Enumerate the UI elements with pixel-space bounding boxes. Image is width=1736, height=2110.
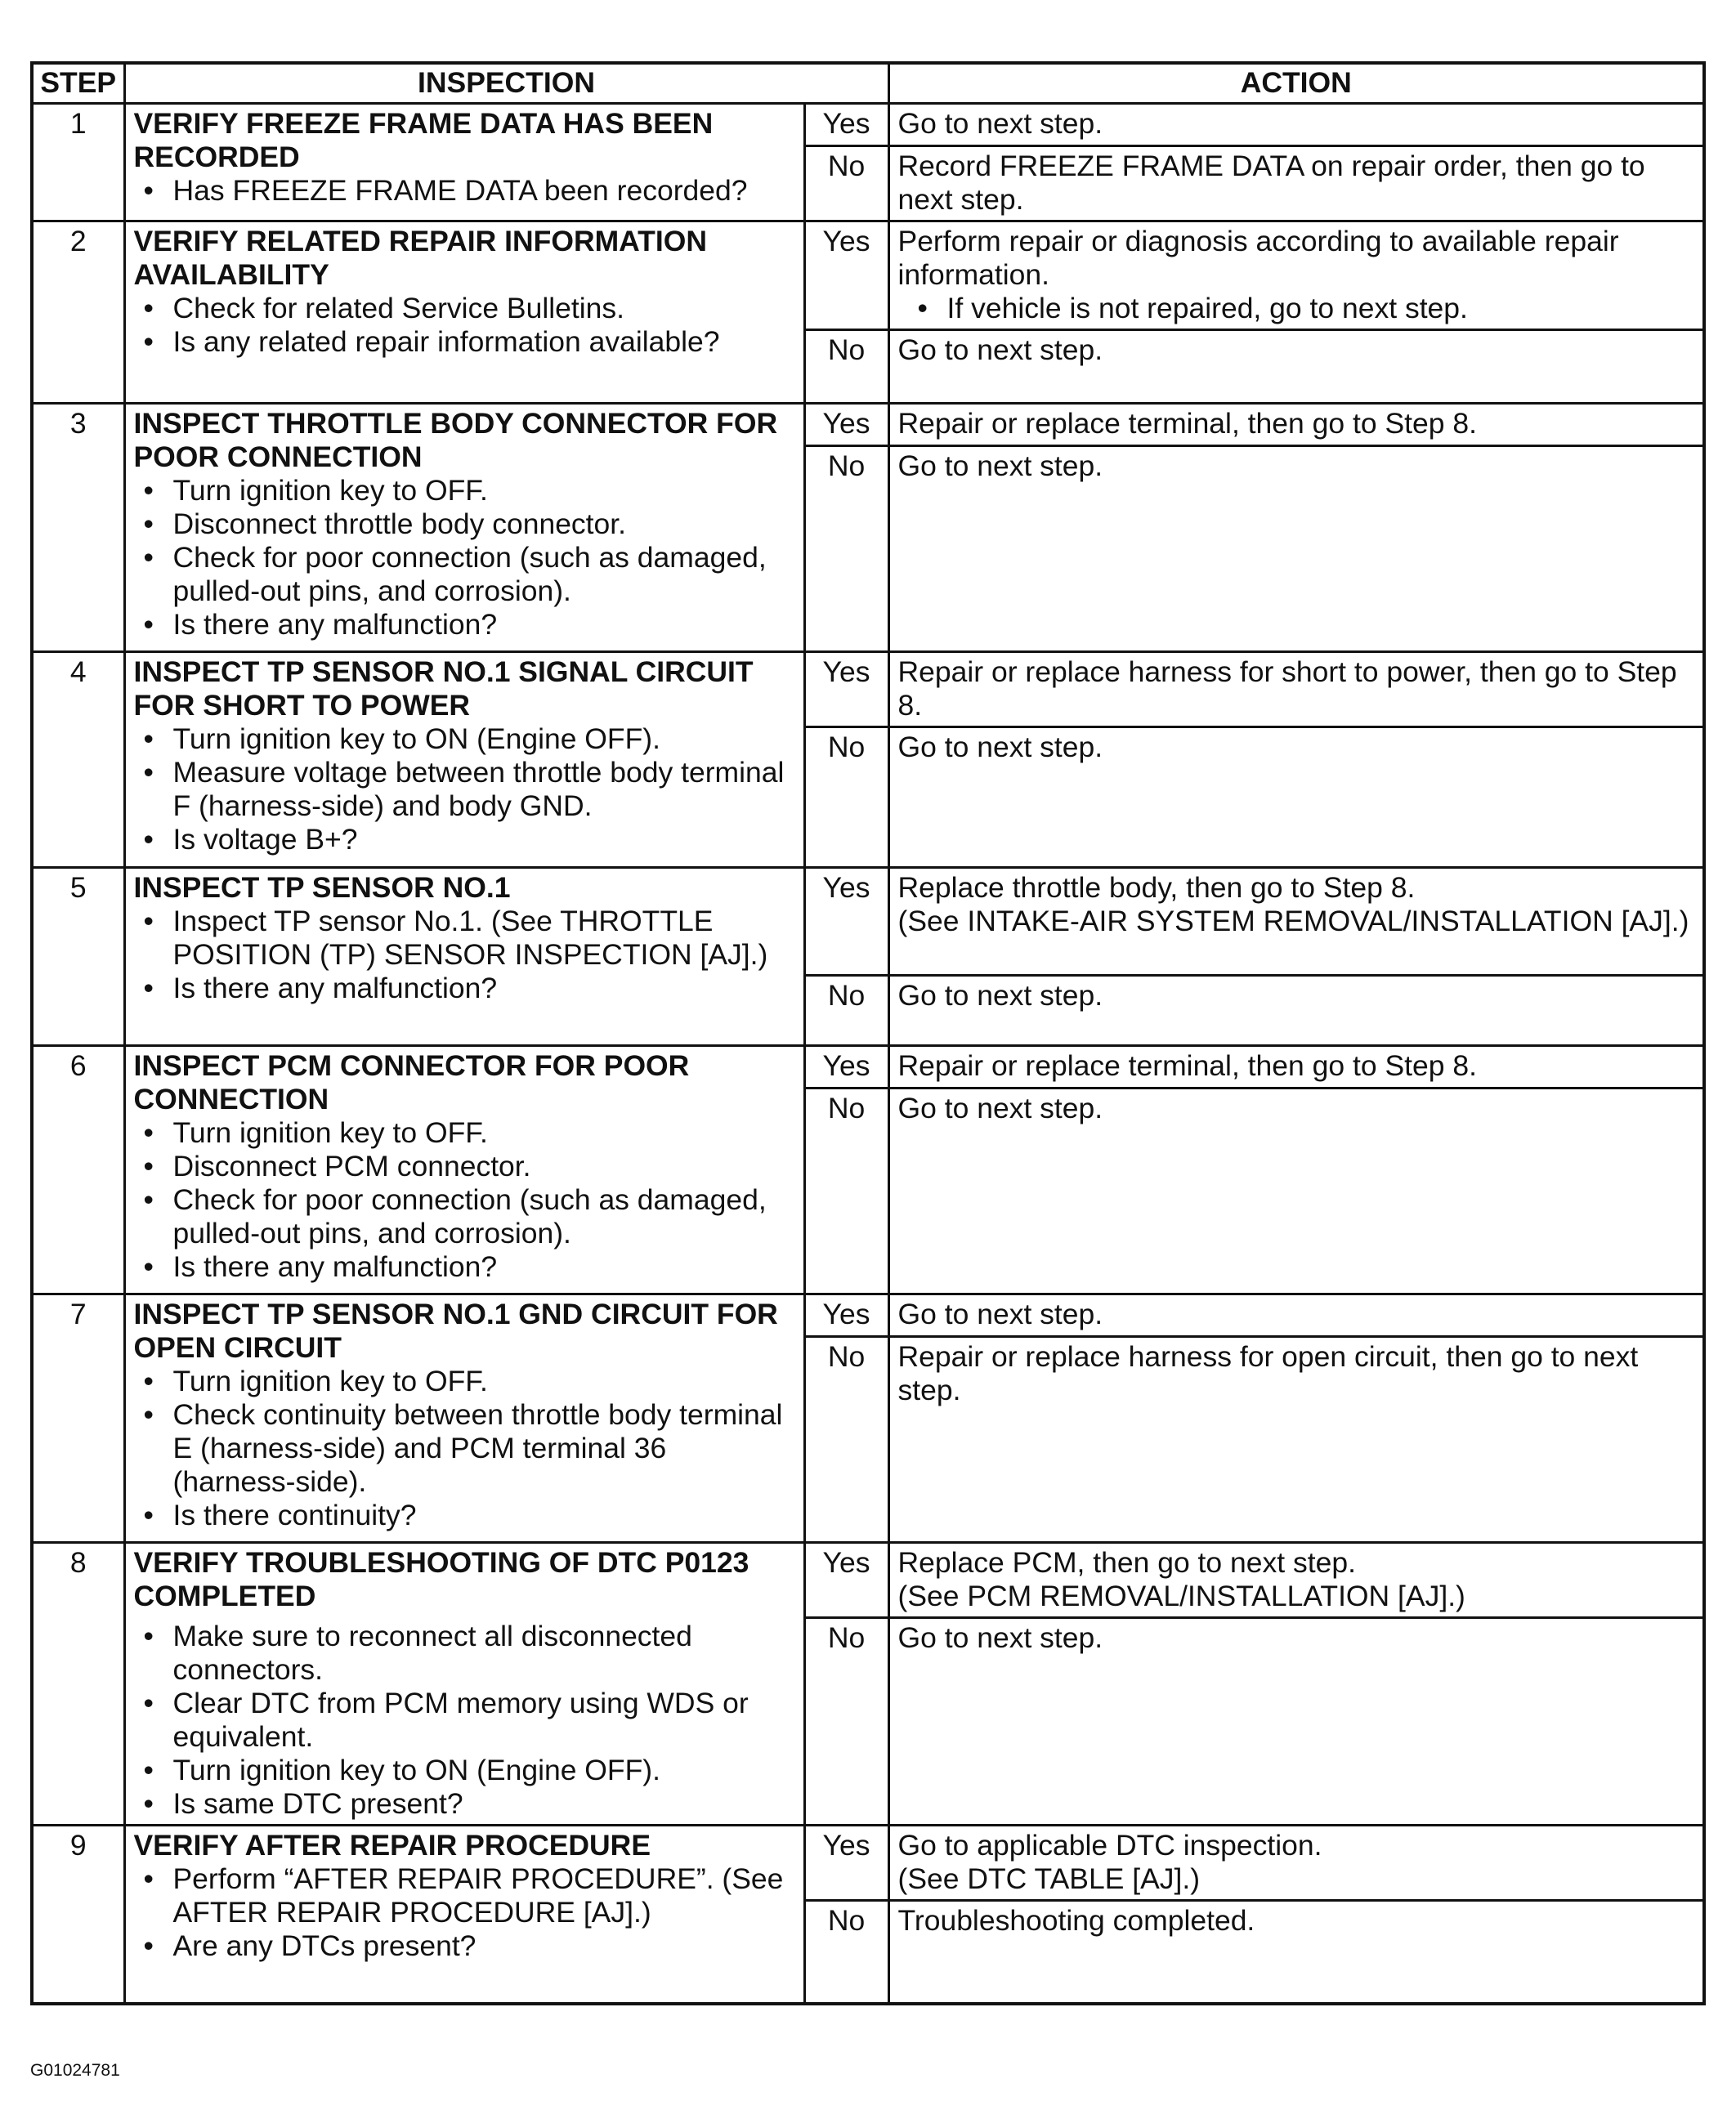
bullet-item: • Is same DTC present? <box>134 1787 795 1821</box>
step-5-yes-row <box>32 868 1704 976</box>
yes-label: Yes <box>804 404 888 446</box>
bullet-item: • Clear DTC from PCM memory using WDS or equivalent. <box>134 1687 795 1754</box>
step-title <box>134 871 795 905</box>
yes-action: Repair or replace terminal, then go to Step 8. <box>888 404 1704 446</box>
bullet-item: • Is there any malfunction? <box>134 608 795 641</box>
step-4-yes-row <box>32 652 1704 727</box>
yes-action: Go to next step. <box>888 104 1704 146</box>
step-inspection <box>124 221 804 404</box>
bullet-item: • Turn ignition key to ON (Engine OFF). <box>134 1754 795 1787</box>
step-number: 2 <box>32 221 124 404</box>
no-label: No <box>804 1089 888 1294</box>
step-number: 4 <box>32 652 124 868</box>
no-action: Go to next step. <box>888 727 1704 868</box>
no-label: No <box>804 1618 888 1826</box>
yes-action-bullets <box>898 292 1695 325</box>
yes-label: Yes <box>804 1046 888 1089</box>
step-3-yes-row <box>32 404 1704 446</box>
step-title-line: POOR CONNECTION <box>133 440 423 473</box>
step-number: 3 <box>32 404 124 652</box>
step-bullets <box>134 292 795 359</box>
step-title <box>134 107 795 174</box>
yes-label: Yes <box>804 652 888 727</box>
step-title-line: INSPECT PCM CONNECTOR FOR POOR <box>133 1049 690 1082</box>
step-bullets <box>134 722 795 856</box>
action-bullet-item: • If vehicle is not repaired, go to next step. <box>898 292 1695 325</box>
no-label: No <box>804 1901 888 2004</box>
no-action: Troubleshooting completed. <box>888 1901 1704 2004</box>
no-label: No <box>804 330 888 404</box>
bullet-item: • Turn ignition key to OFF. <box>134 1365 795 1398</box>
bullet-item: • Has FREEZE FRAME DATA been recorded? <box>134 174 795 208</box>
yes-action: Repair or replace terminal, then go to Step 8. <box>888 1046 1704 1089</box>
step-bullets <box>134 174 795 208</box>
yes-action-text: Replace throttle body, then go to Step 8. <box>897 871 1416 904</box>
no-action: Repair or replace harness for open circuit, then go to next step. <box>888 1337 1704 1543</box>
no-label: No <box>804 727 888 868</box>
step-bullets <box>134 1620 795 1821</box>
bullet-item: • Turn ignition key to ON (Engine OFF). <box>134 722 795 756</box>
step-title <box>134 655 795 722</box>
yes-action <box>888 1543 1704 1618</box>
step-inspection <box>124 404 804 652</box>
step-title-line: AVAILABILITY <box>133 258 329 291</box>
no-action: Record FREEZE FRAME DATA on repair order, then go to next step. <box>888 146 1704 221</box>
step-title-line: VERIFY AFTER REPAIR PROCEDURE <box>133 1829 651 1862</box>
bullet-item: • Make sure to reconnect all disconnected connectors. <box>134 1620 795 1687</box>
step-number: 8 <box>32 1543 124 1826</box>
yes-label: Yes <box>804 221 888 330</box>
yes-action-reference: (See PCM REMOVAL/INSTALLATION [AJ].) <box>897 1580 1465 1612</box>
step-bullets <box>134 474 795 641</box>
bullet-item: • Check continuity between throttle body terminal E (harness-side) and PCM terminal 36 (harness-side). <box>134 1398 795 1499</box>
step-inspection <box>124 1826 804 2004</box>
step-number: 5 <box>32 868 124 1046</box>
step-7-yes-row <box>32 1294 1704 1337</box>
bullet-item: • Check for related Service Bulletins. <box>134 292 795 325</box>
step-title-line: VERIFY RELATED REPAIR INFORMATION <box>133 225 707 257</box>
bullet-item: • Check for poor connection (such as damaged, pulled-out pins, and corrosion). <box>134 541 795 608</box>
no-action: Go to next step. <box>888 976 1704 1046</box>
bullet-item: • Is any related repair information available? <box>134 325 795 359</box>
step-title <box>134 1829 795 1862</box>
yes-action: Go to next step. <box>888 1294 1704 1337</box>
step-number: 1 <box>32 104 124 221</box>
yes-action <box>888 1826 1704 1901</box>
header-step: STEP <box>32 63 124 104</box>
step-9-yes-row <box>32 1826 1704 1901</box>
yes-label: Yes <box>804 104 888 146</box>
step-2-yes-row <box>32 221 1704 330</box>
step-title-line: INSPECT TP SENSOR NO.1 <box>133 871 511 904</box>
bullet-item: • Is there continuity? <box>134 1499 795 1532</box>
step-title-line: CONNECTION <box>133 1083 329 1115</box>
bullet-item: • Disconnect throttle body connector. <box>134 507 795 541</box>
step-title <box>134 1298 795 1365</box>
no-label: No <box>804 976 888 1046</box>
no-action: Go to next step. <box>888 330 1704 404</box>
no-label: No <box>804 1337 888 1543</box>
yes-action <box>888 221 1704 330</box>
yes-label: Yes <box>804 1294 888 1337</box>
yes-label: Yes <box>804 1826 888 1901</box>
step-inspection <box>124 1543 804 1826</box>
step-inspection <box>124 652 804 868</box>
header-action: ACTION <box>888 63 1704 104</box>
no-label: No <box>804 146 888 221</box>
step-number: 7 <box>32 1294 124 1543</box>
yes-action-text: Go to applicable DTC inspection. <box>897 1829 1322 1862</box>
bullet-item: • Turn ignition key to OFF. <box>134 1116 795 1150</box>
step-title-line: INSPECT TP SENSOR NO.1 SIGNAL CIRCUIT <box>133 655 754 688</box>
bullet-item: • Turn ignition key to OFF. <box>134 474 795 507</box>
step-6-yes-row <box>32 1046 1704 1089</box>
step-title-line: INSPECT THROTTLE BODY CONNECTOR FOR <box>133 407 778 440</box>
no-action: Go to next step. <box>888 446 1704 652</box>
yes-action-text: Perform repair or diagnosis according to available repair information. <box>897 225 1619 291</box>
bullet-item: • Disconnect PCM connector. <box>134 1150 795 1183</box>
step-bullets <box>134 1365 795 1532</box>
step-title <box>134 1546 795 1613</box>
bullet-item: • Is voltage B+? <box>134 823 795 856</box>
no-action: Go to next step. <box>888 1618 1704 1826</box>
step-bullets <box>134 1116 795 1284</box>
step-title-line: RECORDED <box>133 141 300 173</box>
yes-label: Yes <box>804 868 888 976</box>
step-8-yes-row <box>32 1543 1704 1618</box>
inspection-table <box>30 61 1706 2005</box>
bullet-item: • Check for poor connection (such as damaged, pulled-out pins, and corrosion). <box>134 1183 795 1250</box>
step-number: 9 <box>32 1826 124 2004</box>
header-row <box>32 63 1704 104</box>
yes-action-reference: (See DTC TABLE [AJ].) <box>897 1862 1201 1895</box>
header-inspection: INSPECTION <box>124 63 888 104</box>
no-label: No <box>804 446 888 652</box>
step-inspection <box>124 868 804 1046</box>
yes-label: Yes <box>804 1543 888 1618</box>
bullet-item: • Perform “AFTER REPAIR PROCEDURE”. (See AFTER REPAIR PROCEDURE [AJ].) <box>134 1862 795 1929</box>
bullet-item: • Are any DTCs present? <box>134 1929 795 1963</box>
step-inspection <box>124 1294 804 1543</box>
yes-action <box>888 868 1704 976</box>
step-bullets <box>134 905 795 1005</box>
step-1-yes-row <box>32 104 1704 146</box>
step-title-line: OPEN CIRCUIT <box>133 1331 342 1364</box>
yes-action-text: Replace PCM, then go to next step. <box>897 1546 1356 1579</box>
step-title-line: COMPLETED <box>133 1580 316 1612</box>
no-action: Go to next step. <box>888 1089 1704 1294</box>
bullet-item: • Is there any malfunction? <box>134 972 795 1005</box>
yes-action: Repair or replace harness for short to power, then go to Step 8. <box>888 652 1704 727</box>
step-number: 6 <box>32 1046 124 1294</box>
step-title-line: INSPECT TP SENSOR NO.1 GND CIRCUIT FOR <box>133 1298 778 1330</box>
step-title <box>134 407 795 474</box>
step-inspection <box>124 1046 804 1294</box>
figure-code: G01024781 <box>30 2061 120 2080</box>
step-title <box>134 225 795 292</box>
step-bullets <box>134 1862 795 1963</box>
step-title <box>134 1049 795 1116</box>
yes-action-reference: (See INTAKE-AIR SYSTEM REMOVAL/INSTALLATION [AJ].) <box>897 905 1689 937</box>
step-inspection <box>124 104 804 221</box>
bullet-item: • Inspect TP sensor No.1. (See THROTTLE POSITION (TP) SENSOR INSPECTION [AJ].) <box>134 905 795 972</box>
bullet-item: • Is there any malfunction? <box>134 1250 795 1284</box>
step-title-line: VERIFY TROUBLESHOOTING OF DTC P0123 <box>133 1546 749 1579</box>
step-title-line: FOR SHORT TO POWER <box>133 689 471 722</box>
step-title-line: VERIFY FREEZE FRAME DATA HAS BEEN <box>133 107 714 140</box>
bullet-item: • Measure voltage between throttle body terminal F (harness-side) and body GND. <box>134 756 795 823</box>
